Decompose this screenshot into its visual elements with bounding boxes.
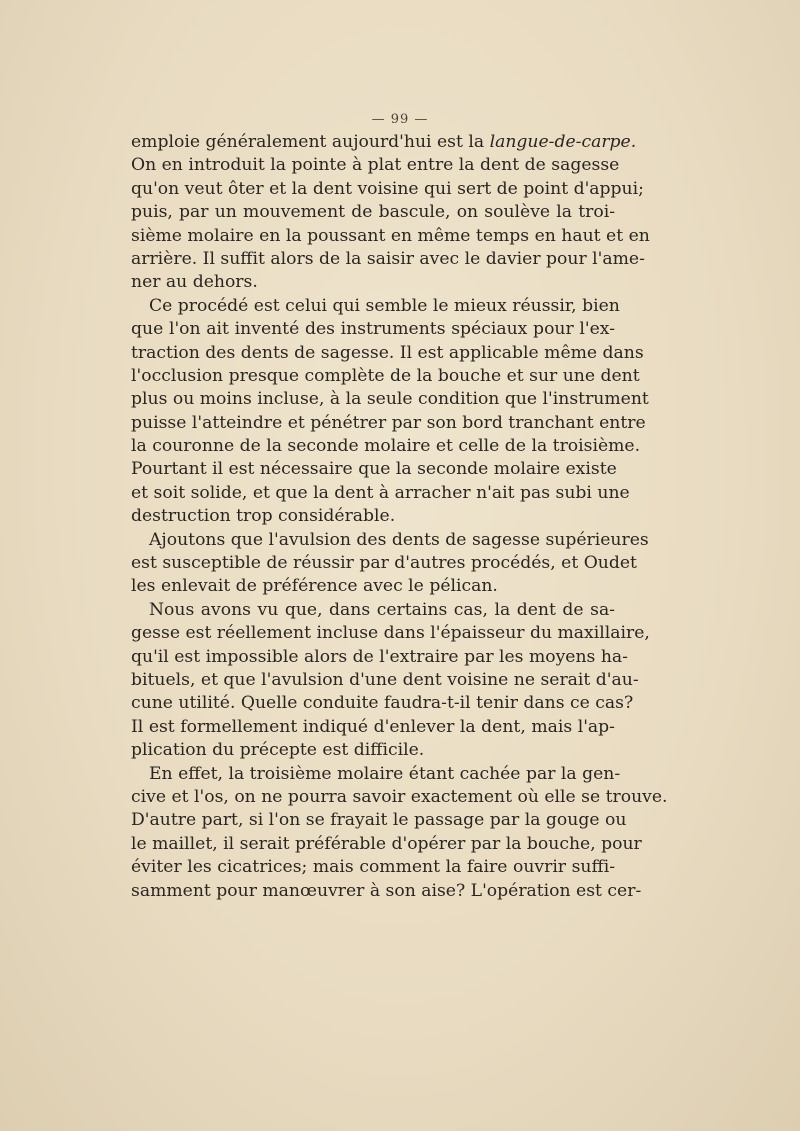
line-text: puis, par un mouvement de bascule, on soulève la troi- xyxy=(131,202,615,223)
line-text: sième molaire en la poussant en même temps en haut et en xyxy=(131,225,650,246)
line-text: éviter les cicatrices; mais comment la faire ouvrir suffi- xyxy=(131,857,615,878)
line-text: plus ou moins incluse, à la seule condition que l'instrument xyxy=(131,389,649,410)
text-line xyxy=(131,154,620,177)
line-text: est susceptible de réussir par d'autres procédés, et Oudet xyxy=(131,553,637,574)
text-line xyxy=(131,201,615,224)
line-text: l'occlusion presque complète de la bouche et sur une dent xyxy=(131,365,640,386)
line-text: D'autre part, si l'on se frayait le passage par la gouge ou xyxy=(131,810,627,831)
text-line xyxy=(131,833,642,856)
line-text: bituels, et que l'avulsion d'une dent voisine ne serait d'au- xyxy=(131,669,639,690)
italic-term: langue-de-carpe. xyxy=(489,132,637,152)
line-text: ner au dehors. xyxy=(131,272,258,293)
text-line xyxy=(131,131,637,154)
text-line xyxy=(131,809,627,832)
text-line xyxy=(131,271,615,294)
line-text: gesse est réellement incluse dans l'épaisseur du maxillaire, xyxy=(131,623,650,644)
line-text: samment pour manœuvrer à son aise? L'opération est cer- xyxy=(131,880,642,901)
line-text: Nous avons vu que, dans certains cas, la dent de sa- xyxy=(149,599,615,620)
text-line xyxy=(131,763,621,786)
line-text: traction des dents de sagesse. Il est applicable même dans xyxy=(131,342,644,363)
line-text: arrière. Il suffit alors de la saisir avec le davier pour l'ame- xyxy=(131,248,645,269)
text-line xyxy=(131,225,650,248)
line-text: et soit solide, et que la dent à arracher n'ait pas subi une xyxy=(131,482,630,503)
line-text: En effet, la troisième molaire étant cachée par la gen- xyxy=(149,763,621,784)
line-text: le maillet, il serait préférable d'opérer par la bouche, pour xyxy=(131,833,642,854)
text-line xyxy=(131,529,649,552)
text-line xyxy=(131,458,615,481)
line-text: les enlevait de préférence avec le pélican. xyxy=(131,576,498,597)
text-line xyxy=(131,552,637,575)
text-line xyxy=(131,365,640,388)
text-line xyxy=(131,716,615,739)
text-line xyxy=(131,412,646,435)
page-number: — 99 — xyxy=(371,112,429,127)
line-text: cune utilité. Quelle conduite faudra-t-il tenir dans ce cas? xyxy=(131,693,634,714)
text-line xyxy=(131,856,615,879)
text-line xyxy=(131,435,641,458)
text-line xyxy=(131,669,639,692)
line-text: On en introduit la pointe à plat entre la dent de sagesse xyxy=(131,155,620,176)
line-text: Ajoutons que l'avulsion des dents de sagesse supérieures xyxy=(149,529,649,550)
text-line xyxy=(131,622,650,645)
line-text: Il est formellement indiqué d'enlever la dent, mais l'ap- xyxy=(131,716,615,737)
text-line xyxy=(131,646,628,669)
text-line xyxy=(131,482,630,505)
text-line xyxy=(131,786,668,809)
line-text: la couronne de la seconde molaire et celle de la troisième. xyxy=(131,436,641,457)
line-text: qu'il est impossible alors de l'extraire par les moyens ha- xyxy=(131,646,628,667)
line-text: plication du précepte est difficile. xyxy=(131,740,425,761)
line-text: destruction trop considérable. xyxy=(131,506,396,527)
line-text: puisse l'atteindre et pénétrer par son bord tranchant entre xyxy=(131,412,646,433)
text-line xyxy=(131,739,615,762)
text-line xyxy=(131,880,642,903)
text-line xyxy=(131,505,615,528)
line-text: Pourtant il est nécessaire que la seconde molaire existe xyxy=(131,459,617,480)
text-line xyxy=(131,388,649,411)
text-line xyxy=(131,599,615,622)
line-text: Ce procédé est celui qui semble le mieux réussir, bien xyxy=(149,295,620,316)
text-line xyxy=(131,178,644,201)
text-line xyxy=(131,342,644,365)
text-line xyxy=(131,575,615,598)
line-text: que l'on ait inventé des instruments spéciaux pour l'ex- xyxy=(131,319,615,340)
text-line xyxy=(131,248,645,271)
text-line xyxy=(131,295,620,318)
line-text: qu'on veut ôter et la dent voisine qui sert de point d'appui; xyxy=(131,178,644,199)
text-line xyxy=(131,318,615,341)
line-text: emploie généralement aujourd'hui est la xyxy=(131,132,490,152)
line-text: cive et l'os, on ne pourra savoir exactement où elle se trouve. xyxy=(131,786,668,807)
body-text xyxy=(131,131,668,903)
text-line xyxy=(131,692,634,715)
